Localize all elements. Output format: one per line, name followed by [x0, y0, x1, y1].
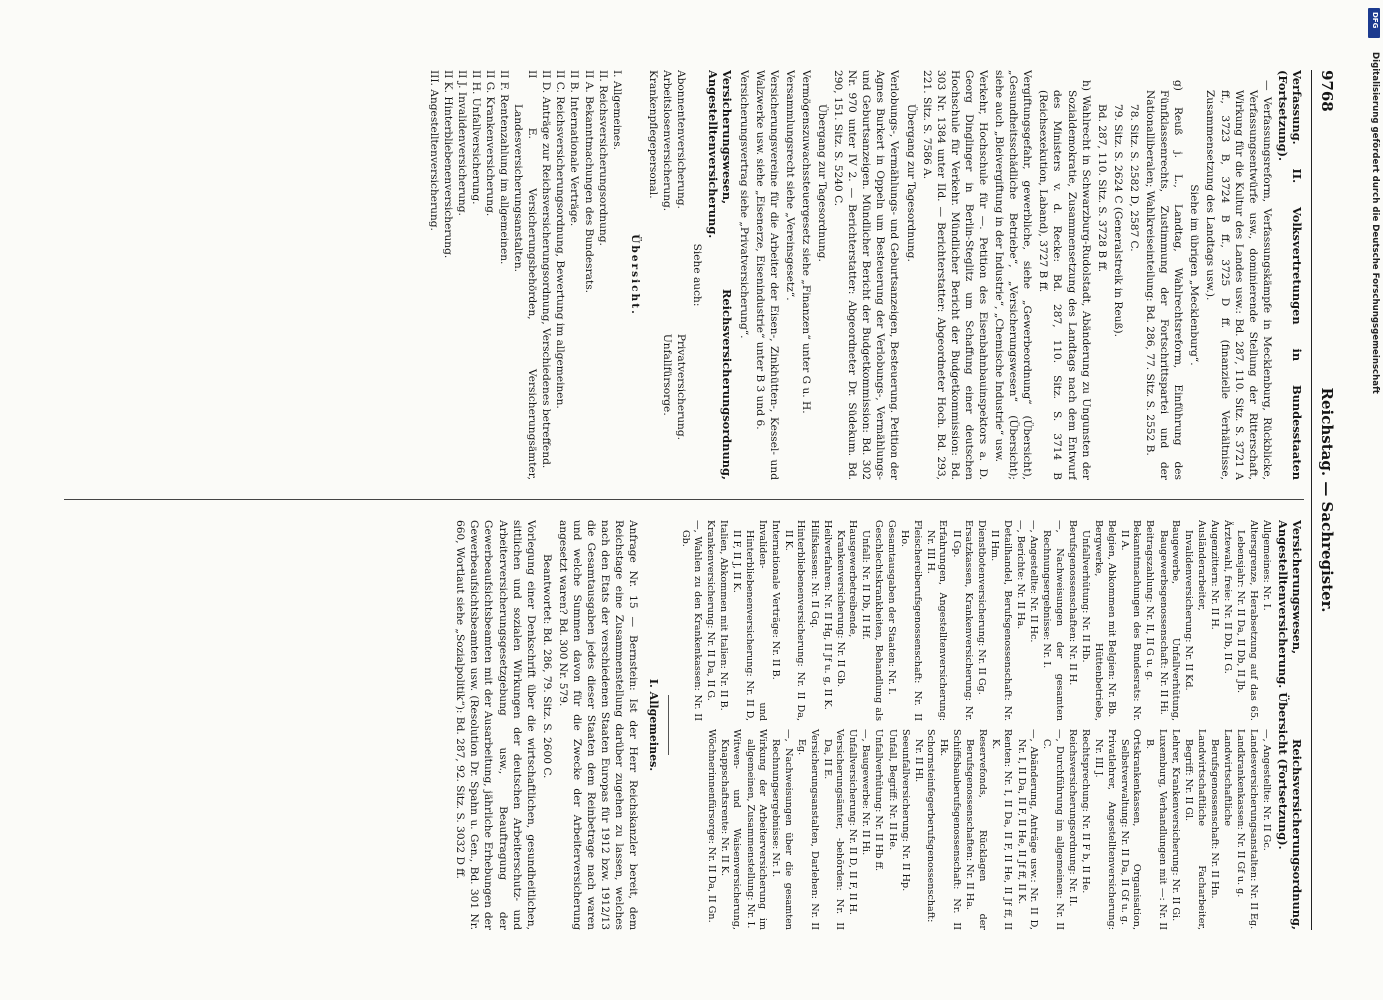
page-header [1311, 70, 1340, 930]
entry-text: Übergang zur Tagesordnung. [816, 104, 828, 262]
overview-item: II J. Invalidenversicherung. [455, 70, 468, 216]
index-entry: —, Angestellte: Nr. II Gc. [1260, 729, 1272, 851]
entry-vermoegenszuwachssteuer: Vermögenszuwachssteuergesetz siehe „Finanzen“ unter G u. H. [799, 70, 812, 414]
index-entry: Geschlechtskrankheiten, Behandlung als Unfall: Nr. II Db, II Hf. [860, 520, 884, 721]
see-also-item: Privatversicherung. [675, 333, 688, 440]
see-also-label: Siehe auch: [691, 243, 704, 307]
rotated-page-content [55, 70, 1340, 930]
overview-item: I. Allgemeines. [610, 70, 623, 150]
index-subcolumn-a [678, 520, 1272, 721]
index-entry: Ersatzkassen, Krankenversicherung: Nr. II Gp. [950, 520, 975, 721]
section-title-allgemeines: I. Allgemeines. [647, 678, 661, 772]
overview-item: II K. Hinterbliebenenversicherung. [441, 70, 454, 259]
index-entry: Landwirtschaftliche Facharbeiter, Begriff: Nr. II Gl. [1183, 729, 1207, 930]
section-separator [669, 695, 670, 755]
dfg-logo [1368, 8, 1380, 38]
index-entry: Altersgrenze, Herabsetzung auf das 65. Lebensjahr: Nr. II Da, II Db, II Jb. [1235, 520, 1259, 721]
index-entry: Landkrankenkassen: Nr. II Gf u. g. [1234, 729, 1246, 898]
column-divider [64, 499, 1304, 500]
entry-anfrage: Anfrage Nr. 15 — Bernstein: Ist der Herr Reichskanzler bereit, dem Reichstage eine Zusammenstellung darüber zugehen zu lassen, welches nach den Etats der verschiedenen Staaten Europas für 1912 bzw. 1912/13 die Gesamtausgaben jedes dieser Staaten dem Reinbetrage nach waren und welche Summen davon für die Zwecke der Arbeiterversicherung angesetzt waren? Bd. 300 Nr. 579. [556, 520, 640, 930]
index-entry: Berufsgenossenschaften: Nr. II H. [1066, 520, 1078, 686]
left-column [59, 70, 1304, 480]
index-entry: Versicherungsämter, -behörden: Nr. II Da, II E. [821, 729, 846, 930]
text-columns [59, 70, 1304, 930]
entry-text: 78. Sitz. S. 2582 D, 2587 C. [1127, 104, 1140, 252]
entry-verkehr-hochschule: Verkehr, Hochschule für —. Petition des Eisenbahnbauinspektors a. D. Georg Dinglinger in Berlin-Steglitz um Schaffung einer deutschen Hochschule für Verkehr. Mündlicher Bericht der Budgetkommission: Bd. 303 Nr. 1384 unter IId. — Berichterstatter: Abgeordneter Hoch. Bd. 293, 221. Sitz. S. 7586 A. [920, 70, 990, 480]
see-also-item: Arbeitslosenversicherung. [661, 70, 674, 212]
index-entry: Detailhandel, Berufsgenossenschaft: Nr. II Hm. [989, 520, 1013, 721]
overview-item: II C. Reichsversicherungsordnung, Bewertung im allgemeinen. [554, 70, 567, 409]
index-entry: Heilverfahren: Nr. II Hg, II Jf u. g, II K. [821, 520, 833, 710]
index-entry: Lehrer, Krankenversicherung: Nr. II Gi. [1170, 729, 1182, 922]
entry-heading-versicherungswesen-continued: Versicherungswesen, Reichsversicherungsordnung, Angestelltenversicherung. Übersicht (Fortsetzung). [1275, 520, 1304, 930]
index-entry: Wirkung der Arbeiterversicherung im allgemeinen, Zusammenstellung: Nr. I. [744, 729, 769, 930]
index-entry: Bekanntmachungen des Bundesrats: Nr. II A. [1118, 520, 1143, 721]
running-title: Reichstag. — Sachregister. [1318, 387, 1336, 613]
index-subcolumn-b [678, 729, 1272, 930]
index-entry: Krankenversicherung: Nr. II Da, II G. [705, 520, 717, 701]
index-entry: Reservefonds, Rücklagen der Berufsgenossenschaften: Nr. II Ha. [964, 729, 988, 930]
overview-title: Übersicht. [628, 234, 641, 316]
index-entry: Dienstbotenversicherung: Nr. II Gg. [976, 520, 988, 695]
see-also-list [646, 70, 688, 480]
entry-text: Übergang zur Tagesordnung. [904, 104, 917, 262]
page-number: 9768 [1318, 70, 1336, 112]
index-entry: Schornsteinfegerberufsgenossenschaft: Nr. II Hl. [912, 729, 937, 923]
index-entry: Rechtsprechung: Nr. II F b, II He. [1080, 729, 1091, 894]
overview-item: II A. Bekanntmachungen des Bundesrats. [582, 70, 595, 294]
index-entry: Unfall, Begriff: Nr. II He. [886, 729, 898, 851]
overview-item: III. Angestelltenversicherung. [427, 70, 440, 231]
index-entry: Belgien, Abkommen mit Belgien: Nr. Bb. [1105, 520, 1117, 718]
entry-text: — Verfassungsreform, Verfassungskämpfe in Mecklenburg, Rückblicke, Verfassungsentwürfe usw., dominierende Stellung der Ritterschaft, Wirkung für die Kultur des Landes usw.: Bd. 287, 110. Sitz. S. 3721 A ff., 3723 B, 3724 B ff., 3725 D ff. (finanzielle Verhältnisse, Zusammensetzung des Landtags usw.). [1204, 80, 1273, 480]
index-entry: Renten: Nr. I, II Da, II F, II He, II Jf ff, II K. [989, 729, 1014, 930]
index-entry: —, Angestellte: Nr. II Hc. [1028, 520, 1040, 643]
index-entry: —, Baugewerbe: Nr. II Hi. [860, 729, 872, 856]
index-entry: —, Abänderung, Anträge usw.: Nr. II D, Nr. I, II Da, II F, II He, II Jf ff, II K. [1015, 729, 1040, 930]
index-entry: Seeunfallversicherung: Nr. II Hp. [899, 729, 911, 892]
entry-vergiftungsgefahr: Vergiftungsgefahr, gewerbliche, siehe „Gewerbeordnung“ (Übersicht), „Gesundheitsschädliche Betriebe“, „Versicherungswesen“ (Übersicht); siehe auch „Bleivergiftung in der Industrie“, „Chemische Industrie“ usw. [993, 70, 1034, 480]
entry-text: Bd. 287, 110. Sitz. S. 3728 B ff. [1095, 104, 1108, 273]
index-entry: Schiffsbauberufsgenossenschaft: Nr. II Hk. [938, 729, 963, 930]
index-entry: Internationale Verträge: Nr. II B. [769, 520, 781, 680]
entry-heading-verfassung: Verfassung. II. Volksvertretungen in Bundesstaaten (Fortsetzung). [1275, 70, 1304, 480]
index-entry: Unfallversicherung: Nr. II D, II F, II H. [847, 729, 859, 915]
index-entry: Ortskrankenkassen, Organisation, Selbstverwaltung: Nr. II Da, II Gf u. g. [1118, 729, 1143, 930]
overview-item: II F. Rentenzahlung im allgemeinen. [498, 70, 511, 265]
index-entry: —, Nachweisungen über die gesamten Rechnungsergebnisse: Nr. I. [770, 729, 794, 930]
overview-item: II B. Internationale Verträge. [568, 70, 581, 227]
index-entry: Landesversicherungsanstalten: Nr. II Eg. [1247, 729, 1259, 930]
index-entry: —, Nachweisungen der gesamten Rechnungsergebnisse: Nr. I. [1041, 520, 1065, 721]
entry-heading-versicherungswesen: Versicherungswesen, Reichsversicherungsordnung, Angestelltenversicherung. [706, 70, 735, 480]
overview-item: II D. Anträge zur Reichsversicherungsordnung, Verschiedenes betreffend. [540, 70, 553, 469]
entry-beantwortet: Beantwortet: Bd. 286, 79. Sitz. S. 2600 C. [540, 554, 553, 779]
entry-denkschrift: Vorlegung einer Denkschrift über die wirtschaftlichen, gesundheitlichen, sittlichen und sozialen Wirkungen der deutschen Arbeiterschutz- und Arbeiterversicherungsgesetzgebung usw., Beauftragung der Gewerbeaufsichtsbeamten mit der Ausarbeitung, jährliche Erhebungen der Gewerbeaufsichtsbeamten usw. (Resolution Dr. Spahn u. Gen., Bd. 301 Nr. 660, Wortlaut siehe „Sozialpolitik“): Bd. 287, 92. Sitz. S. 3032 D ff. [454, 520, 537, 930]
entry-versicherungsvertrag: Versicherungsvertrag siehe „Privatversicherung“. [737, 70, 750, 339]
entry-text: h) Wahlrecht in Schwarzburg-Rudolstadt, Abänderung zu Ungunsten der Sozialdemokratie, Zusammensetzung des Landtags nach dem Entwurf des Ministers v. d. Recke: Bd. 287, 110. Sitz. S. 3714 B (Reichsexekution, Laband), 3727 B ff. [1037, 80, 1092, 480]
index-entry: Erfahrungen, Angestelltenversicherung: Nr. III H. [924, 520, 949, 721]
index-entry: Landwirtschaftliche Berufsgenossenschaft: Nr. II Hn. [1208, 729, 1233, 899]
index-entry: Luxemburg, Verhandlungen mit —: Nr. II B. [1144, 729, 1169, 930]
right-column [59, 520, 1304, 930]
digitization-note-text: Digitalisierung gefördert durch die Deutsche Forschungsgemeinschaft [1370, 52, 1380, 394]
entry-text: Siehe im übrigen „Mecklenburg“. [1188, 184, 1201, 366]
entry-versicherungsvereine: Versicherungsvereine für die Arbeiter der Eisen-, Zinkhütten-, Kessel- und Walzwerke usw. siehe „Eisenerze, Eisenindustrie“ unter B 3 und 6. [753, 70, 780, 480]
see-also-item: Abonnentenversicherung. [675, 70, 688, 209]
index-entry: Reichsversicherungsordnung: Nr. II. [1066, 729, 1078, 907]
overview-item: II H. Unfallversicherung. [469, 70, 482, 205]
index-entry: Wöchnerinnenfürsorge: Nr. II Da, II Gn. [705, 729, 717, 923]
index-entry: Unfallverhütung: Nr. II Hb ff. [873, 729, 885, 872]
see-also-item: Unfallfürsorge. [661, 333, 674, 416]
index-entry: Hausgewerbetreibende, Krankenversicherung: Nr. II Gb. [834, 520, 859, 688]
index-entry: Ausländerarbeiter, Invalidenversicherung: Nr. II Kd. [1183, 520, 1207, 691]
index-entry: Augenzittern: Nr. II H. [1208, 520, 1220, 630]
index-entry: —, Wahlen zu den Krankenkassen: Nr. II Gb. [679, 520, 704, 721]
entry-verlobungsanzeigen: Verlobungs-, Vermählungs- und Geburtsanzeigen, Besteuerung. Petition der Agnes Burkert in Oppeln um Besteuerung der Verlobungs-, Vermählungs- und Geburtsanzeigen. Mündlicher Bericht der Budgetkommission: Bd. 302 Nr. 970 unter IV 2. — Berichterstatter: Abgeordneter Dr. Südekum. Bd. 290, 151. Sitz. S. 5240 C. [832, 70, 901, 480]
digitization-note [1364, 12, 1382, 992]
dfg-logo-text: DFG [1371, 12, 1379, 29]
index-entry: Privatlehrer, Angestelltenversicherung: Nr. III J. [1093, 729, 1117, 930]
index-entry: Versicherungsanstalten, Darlehen: Nr. II Eg. [795, 729, 820, 930]
index-entry: Hinterbliebenenversicherung: Nr. II Da, II K. [782, 520, 807, 721]
see-also-item: Krankenpflegepersonal. [646, 70, 659, 199]
entry-text: g) Reuß j. L., Landtag, Wahlrechtsreform, Einführung des Fünfklassenrechts, Zustimmung der Fortschrittspartei und der Nationalliberalen; Wahlkreiseinteilung: Bd. 286, 77. Sitz. S. 2552 B. [1144, 80, 1185, 480]
index-subcolumns [678, 520, 1272, 930]
index-entry: Fleischereiberufsgenossenschaft: Nr. II Ho. [899, 520, 923, 721]
index-entry: Beitragszahlung: Nr. II, II G u. g. [1144, 520, 1156, 681]
index-entry: Baugewerbe, Unfallverhütung, Baugewerbsgenossenschaft: Nr. II Hi. [1157, 520, 1182, 721]
index-entry: —, Berichte: Nr. II Ha. [1015, 520, 1027, 630]
index-entry: Hilfskassen: Nr. II Gq. [808, 520, 820, 629]
index-entry: Ärztewahl, freie: Nr. II Db, II G. [1222, 520, 1234, 674]
entry-text: 79. Sitz. S. 2624 C (Generalstreik in Reuß). [1111, 104, 1124, 338]
index-entry: Gesamtausgaben der Staaten: Nr. I. [886, 520, 898, 695]
index-entry: Invaliden- und Hinterbliebenenversicherung: Nr. II D, II F, II J, II K. [731, 520, 768, 721]
index-entry: —, Durchführung im allgemeinen: Nr. II C. [1041, 729, 1065, 930]
index-entry: Bergwerke, Hüttenbetriebe, Unfallverhütung: Nr. II Hb. [1080, 520, 1104, 721]
index-entry: Italien, Abkommen mit Italien: Nr. II B. [718, 520, 730, 711]
index-entry: Allgemeines: Nr. I. [1260, 520, 1272, 611]
overview-item: II. Reichsversicherungsordnung. [596, 70, 609, 246]
index-entry: Witwen- und Waisenversicherung, Knappschaftsrente: Nr. II K. [718, 729, 743, 930]
overview-item: II G. Krankenversicherung. [483, 70, 496, 217]
overview-list [426, 70, 623, 480]
entry-versammlungsrecht: Versammlungsrecht siehe „Vereinsgesetz“. [783, 70, 796, 301]
overview-item: II E. Versicherungsbehörden, Versicherungsämter, Landesversicherungsanstalten. [512, 70, 539, 480]
